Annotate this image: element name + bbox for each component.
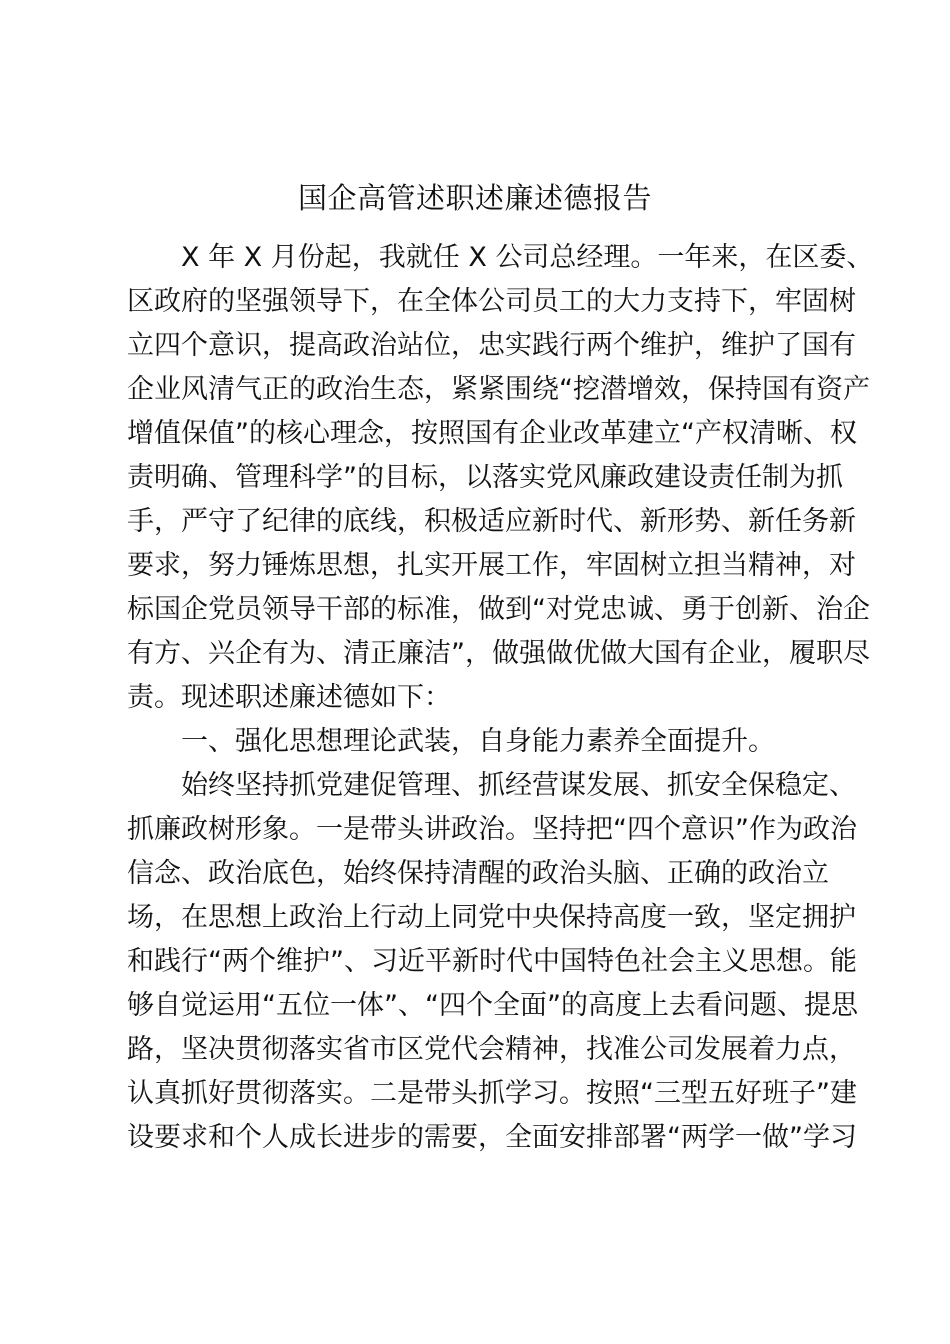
paragraph-line: 标国企党员领导干部的标准，做到“对党忠诚、勇于创新、治企 [127,594,870,625]
paragraph-line: 企业风清气正的政治生态，紧紧围绕“挖潜增效，保持国有资产 [127,374,870,405]
paragraph-line: 设要求和个人成长进步的需要，全面安排部署“两学一做”学习 [127,1122,857,1153]
paragraph-line: 认真抓好贯彻落实。二是带头抓学习。按照“三型五好班子”建 [127,1078,857,1109]
paragraph-line: 够自觉运用“五位一体”、“四个全面”的高度上去看问题、提思 [127,990,858,1021]
paragraph-line: 始终坚持抓党建促管理、抓经营谋发展、抓安全保稳定、 [127,770,856,801]
paragraph-line: 责。现述职述廉述德如下： [127,682,451,713]
paragraph-line: 有方、兴企有为、清正廉洁”，做强做优做大国有企业，履职尽 [127,638,870,669]
paragraph-line: 抓廉政树形象。一是带头讲政治。坚持把“四个意识”作为政治 [127,814,857,845]
document-title: 国企高管述职述廉述德报告 [297,181,652,215]
paragraph-line: 立四个意识，提高政治站位，忠实践行两个维护，维护了国有 [127,330,856,361]
paragraph-line: 路，坚决贯彻落实省市区党代会精神，找准公司发展着力点， [127,1034,856,1065]
paragraph-line: 场，在思想上政治上行动上同党中央保持高度一致，坚定拥护 [127,902,856,933]
paragraph-line: 区政府的坚强领导下，在全体公司员工的大力支持下，牢固树 [127,286,856,317]
section-heading: 一、强化思想理论武装，自身能力素养全面提升。 [127,726,775,757]
paragraph-line: 增值保值”的核心理念，按照国有企业改革建立“产权清晰、权 [127,418,857,449]
paragraph-line: 和践行“两个维护”、习近平新时代中国特色社会主义思想。能 [127,946,857,977]
paragraph-line: 责明确、管理科学”的目标，以落实党风廉政建设责任制为抓 [127,462,843,493]
paragraph-line: X 年 X 月份起，我就任 X 公司总经理。一年来，在区委、 [127,242,874,273]
paragraph-line: 要求，努力锤炼思想，扎实开展工作，牢固树立担当精神，对 [127,550,856,581]
paragraph-line: 信念、政治底色，始终保持清醒的政治头脑、正确的政治立 [127,858,829,889]
paragraph-line: 手，严守了纪律的底线，积极适应新时代、新形势、新任务新 [127,506,856,537]
